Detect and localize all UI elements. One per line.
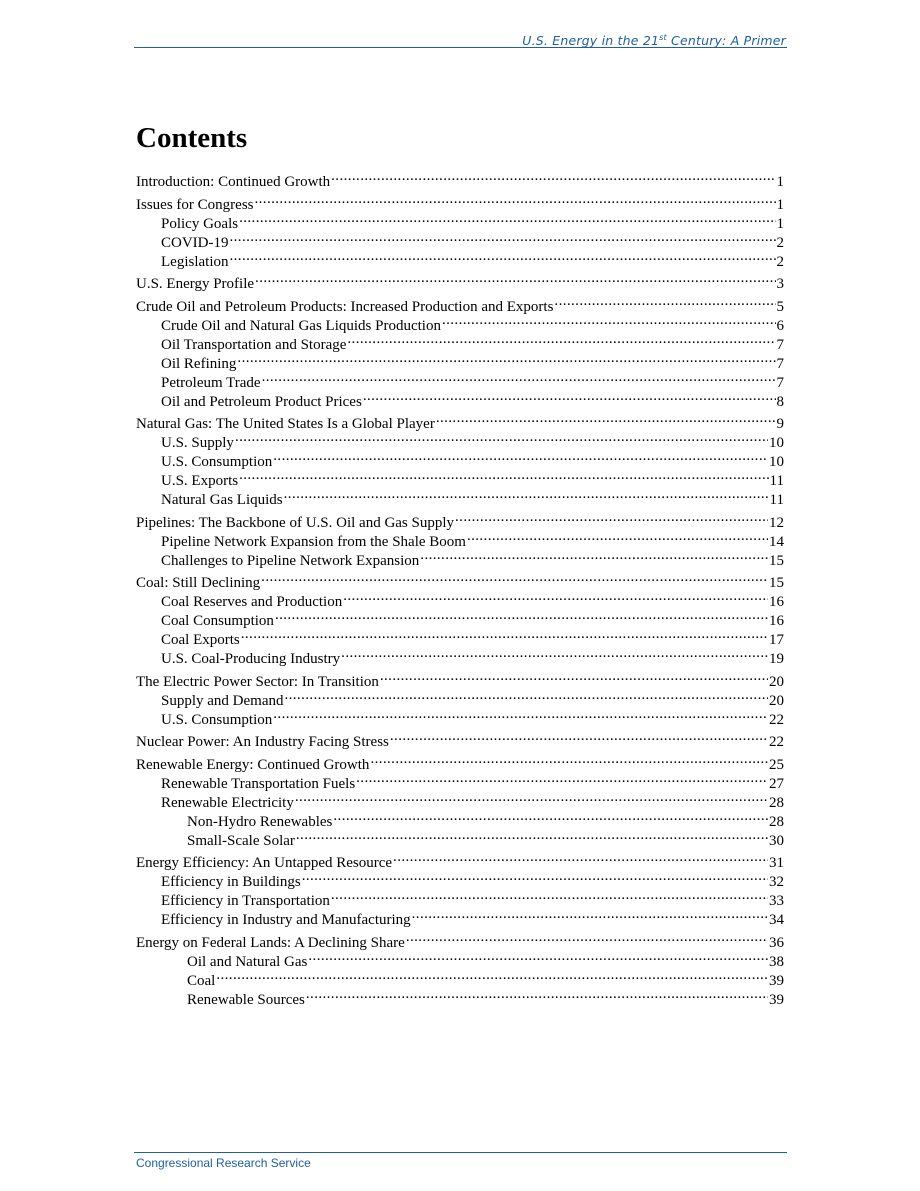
toc-entry[interactable] xyxy=(136,317,784,336)
toc-entry-page-number[interactable]: 2 xyxy=(776,253,784,270)
toc-entry[interactable] xyxy=(136,393,784,412)
toc-entry-title[interactable]: Coal Consumption xyxy=(161,613,274,629)
toc-entry-page-number[interactable]: 12 xyxy=(769,514,784,531)
toc-entry-title[interactable]: U.S. Exports xyxy=(161,473,239,489)
footer-divider xyxy=(134,1152,787,1153)
toc-entry-page-number[interactable]: 20 xyxy=(769,673,784,690)
toc-entry-title[interactable]: Crude Oil and Natural Gas Liquids Production xyxy=(161,317,441,334)
toc-entry[interactable] xyxy=(136,733,784,752)
toc-entry-page-number[interactable]: 7 xyxy=(776,355,784,372)
toc-entry-page-number[interactable]: 10 xyxy=(769,454,784,470)
toc-dot-leader xyxy=(275,613,768,625)
toc-dot-leader xyxy=(295,795,768,807)
toc-dot-leader xyxy=(241,632,768,644)
toc-entry[interactable] xyxy=(136,775,784,794)
toc-entry-title[interactable]: Coal xyxy=(187,972,216,989)
toc-entry[interactable] xyxy=(136,434,784,453)
toc-dot-leader xyxy=(436,416,776,428)
toc-entry-title[interactable]: Pipeline Network Expansion from the Shale Boom xyxy=(161,533,466,550)
toc-entry-page-number[interactable]: 2 xyxy=(776,234,784,251)
toc-entry-title[interactable]: Oil Transportation and Storage xyxy=(161,336,347,353)
toc-dot-leader xyxy=(341,651,768,663)
toc-entry-page-number[interactable]: 27 xyxy=(769,775,784,792)
toc-entry-title[interactable]: Renewable Electricity xyxy=(161,794,294,811)
toc-entry-title[interactable]: Energy Efficiency: An Untapped Resource xyxy=(136,855,393,871)
toc-entry-page-number[interactable]: 33 xyxy=(769,893,784,909)
toc-entry-title[interactable]: U.S. Consumption xyxy=(161,711,273,728)
toc-entry-page-number[interactable]: 11 xyxy=(769,492,784,508)
toc-entry-page-number[interactable]: 28 xyxy=(769,813,784,830)
toc-entry[interactable] xyxy=(136,991,784,1010)
toc-entry-page-number[interactable]: 11 xyxy=(769,473,784,489)
toc-entry[interactable] xyxy=(136,934,784,953)
toc-entry-page-number[interactable]: 9 xyxy=(776,416,784,432)
toc-entry-page-number[interactable]: 31 xyxy=(769,855,784,871)
toc-dot-leader xyxy=(239,216,775,228)
toc-dot-leader xyxy=(331,174,775,186)
toc-entry-page-number[interactable]: 14 xyxy=(769,533,784,550)
toc-dot-leader xyxy=(262,375,776,387)
toc-entry-title[interactable]: Challenges to Pipeline Network Expansion xyxy=(161,552,420,569)
toc-entry-page-number[interactable]: 16 xyxy=(769,594,784,610)
toc-entry-title[interactable]: Renewable Transportation Fuels xyxy=(161,775,356,792)
toc-entry-page-number[interactable]: 16 xyxy=(769,613,784,629)
toc-entry-page-number[interactable]: 39 xyxy=(769,972,784,989)
toc-entry[interactable] xyxy=(136,253,784,272)
toc-dot-leader xyxy=(302,874,768,886)
toc-entry-page-number[interactable]: 1 xyxy=(776,174,784,190)
toc-entry-title[interactable]: U.S. Coal-Producing Industry xyxy=(161,651,341,667)
toc-entry[interactable] xyxy=(136,612,784,631)
footer-text: Congressional Research Service xyxy=(136,1156,311,1170)
toc-dot-leader xyxy=(255,276,775,288)
toc-dot-leader xyxy=(370,757,768,769)
toc-dot-leader xyxy=(306,992,768,1004)
toc-entry-page-number[interactable]: 10 xyxy=(769,435,784,451)
toc-dot-leader xyxy=(273,454,768,466)
running-header xyxy=(522,33,786,48)
toc-entry-page-number[interactable]: 38 xyxy=(769,953,784,970)
toc-entry[interactable] xyxy=(136,711,784,730)
toc-entry-title[interactable]: Supply and Demand xyxy=(161,692,284,709)
toc-dot-leader xyxy=(255,197,776,209)
toc-dot-leader xyxy=(284,492,769,504)
toc-dot-leader xyxy=(390,734,768,746)
header-title-suffix: Century: A Primer xyxy=(666,33,786,48)
toc-entry[interactable] xyxy=(136,173,784,192)
toc-entry[interactable] xyxy=(136,953,784,972)
toc-entry-page-number[interactable]: 28 xyxy=(769,794,784,811)
toc-entry[interactable] xyxy=(136,374,784,393)
toc-entry-page-number[interactable]: 8 xyxy=(776,393,784,410)
toc-entry-title[interactable]: U.S. Consumption xyxy=(161,454,273,470)
toc-entry-title[interactable]: COVID-19 xyxy=(161,234,229,251)
toc-entry[interactable] xyxy=(136,631,784,650)
toc-dot-leader xyxy=(331,893,768,905)
toc-entry-page-number[interactable]: 7 xyxy=(776,336,784,353)
toc-entry-title[interactable]: Pipelines: The Backbone of U.S. Oil and Gas Supply xyxy=(136,514,455,531)
toc-dot-leader xyxy=(261,575,768,587)
toc-entry-page-number[interactable]: 17 xyxy=(769,632,784,648)
toc-entry-title[interactable]: Introduction: Continued Growth xyxy=(136,174,331,190)
toc-entry-page-number[interactable]: 3 xyxy=(776,276,784,292)
toc-dot-leader xyxy=(230,235,776,247)
toc-entry-title[interactable]: Coal: Still Declining xyxy=(136,575,261,591)
toc-entry-title[interactable]: Efficiency in Transportation xyxy=(161,893,330,909)
toc-entry-title[interactable]: Issues for Congress xyxy=(136,196,254,213)
toc-entry-title[interactable]: Oil Refining xyxy=(161,355,237,372)
toc-entry-page-number[interactable]: 1 xyxy=(776,196,784,213)
toc-dot-leader xyxy=(284,693,768,705)
toc-dot-leader xyxy=(239,473,768,485)
toc-entry[interactable] xyxy=(136,972,784,991)
toc-entry-page-number[interactable]: 22 xyxy=(769,711,784,728)
toc-dot-leader xyxy=(235,435,768,447)
toc-entry[interactable] xyxy=(136,911,784,930)
toc-dot-leader xyxy=(455,515,768,527)
toc-entry-title[interactable]: U.S. Supply xyxy=(161,435,234,451)
toc-entry-title[interactable]: Crude Oil and Petroleum Products: Increased Production and Exports xyxy=(136,298,554,315)
toc-entry-page-number[interactable]: 25 xyxy=(769,756,784,773)
header-divider xyxy=(134,47,787,48)
toc-dot-leader xyxy=(356,776,768,788)
toc-entry[interactable] xyxy=(136,832,784,851)
toc-entry[interactable] xyxy=(136,813,784,832)
toc-dot-leader xyxy=(420,553,768,565)
toc-dot-leader xyxy=(296,833,768,845)
toc-dot-leader xyxy=(230,254,776,266)
toc-dot-leader xyxy=(554,299,775,311)
toc-entry-title[interactable]: U.S. Energy Profile xyxy=(136,276,255,292)
toc-entry-title[interactable]: Oil and Petroleum Product Prices xyxy=(161,393,362,410)
toc-dot-leader xyxy=(273,712,768,724)
toc-entry-title[interactable]: Natural Gas: The United States Is a Global Player xyxy=(136,416,435,432)
toc-entry-page-number[interactable]: 6 xyxy=(776,317,784,334)
toc-entry-title[interactable]: Petroleum Trade xyxy=(161,374,261,391)
toc-dot-leader xyxy=(333,814,768,826)
toc-entry[interactable] xyxy=(136,650,784,669)
toc-entry-page-number[interactable]: 20 xyxy=(769,692,784,709)
toc-entry[interactable] xyxy=(136,215,784,234)
toc-dot-leader xyxy=(343,594,768,606)
toc-entry-title[interactable]: Nuclear Power: An Industry Facing Stress xyxy=(136,734,389,750)
toc-entry-title[interactable]: The Electric Power Sector: In Transition xyxy=(136,673,379,690)
toc-entry[interactable] xyxy=(136,336,784,355)
toc-entry[interactable] xyxy=(136,692,784,711)
toc-dot-leader xyxy=(237,356,775,368)
toc-dot-leader xyxy=(308,954,768,966)
toc-entry[interactable] xyxy=(136,355,784,374)
toc-entry-title[interactable]: Small-Scale Solar xyxy=(187,832,295,849)
toc-dot-leader xyxy=(467,534,768,546)
toc-entry[interactable] xyxy=(136,574,784,593)
toc-dot-leader xyxy=(393,855,768,867)
toc-dot-leader xyxy=(216,973,768,985)
table-of-contents xyxy=(136,173,784,1010)
toc-entry-page-number[interactable]: 30 xyxy=(769,832,784,849)
toc-dot-leader xyxy=(380,674,768,686)
toc-entry[interactable] xyxy=(136,892,784,911)
toc-entry[interactable] xyxy=(136,794,784,813)
toc-entry[interactable] xyxy=(136,533,784,552)
toc-entry-title[interactable]: Non-Hydro Renewables xyxy=(187,813,333,830)
toc-entry-title[interactable]: Legislation xyxy=(161,253,229,270)
toc-entry[interactable] xyxy=(136,196,784,215)
toc-entry[interactable] xyxy=(136,472,784,491)
toc-entry[interactable] xyxy=(136,756,784,775)
toc-entry-page-number[interactable]: 22 xyxy=(769,734,784,750)
toc-entry-page-number[interactable]: 32 xyxy=(769,874,784,890)
toc-entry-page-number[interactable]: 5 xyxy=(776,298,784,315)
toc-entry-title[interactable]: Renewable Sources xyxy=(187,991,305,1008)
toc-entry[interactable] xyxy=(136,873,784,892)
toc-entry-page-number[interactable]: 19 xyxy=(769,651,784,667)
toc-entry-page-number[interactable]: 7 xyxy=(776,374,784,391)
toc-entry-page-number[interactable]: 15 xyxy=(769,552,784,569)
toc-entry-title[interactable]: Efficiency in Industry and Manufacturing xyxy=(161,912,411,928)
toc-entry[interactable] xyxy=(136,673,784,692)
toc-entry[interactable] xyxy=(136,491,784,510)
toc-entry-title[interactable]: Coal Exports xyxy=(161,632,240,648)
toc-entry[interactable] xyxy=(136,552,784,571)
toc-entry-title[interactable]: Efficiency in Buildings xyxy=(161,874,301,890)
toc-entry-title[interactable]: Policy Goals xyxy=(161,215,239,232)
toc-dot-leader xyxy=(363,394,776,406)
toc-dot-leader xyxy=(412,912,768,924)
toc-entry[interactable] xyxy=(136,298,784,317)
toc-entry[interactable] xyxy=(136,514,784,533)
toc-entry-page-number[interactable]: 39 xyxy=(769,991,784,1008)
toc-entry[interactable] xyxy=(136,415,784,434)
page-title: Contents xyxy=(136,122,248,154)
header-title-superscript: st xyxy=(659,33,667,42)
header-title-prefix: U.S. Energy in the 21 xyxy=(522,33,660,48)
toc-dot-leader xyxy=(406,935,768,947)
toc-entry[interactable] xyxy=(136,854,784,873)
toc-entry-page-number[interactable]: 34 xyxy=(769,912,784,928)
toc-entry[interactable] xyxy=(136,275,784,294)
toc-entry-page-number[interactable]: 36 xyxy=(769,934,784,951)
toc-entry-title[interactable]: Renewable Energy: Continued Growth xyxy=(136,756,370,773)
toc-entry-page-number[interactable]: 1 xyxy=(776,215,784,232)
toc-entry-title[interactable]: Oil and Natural Gas xyxy=(187,953,308,970)
toc-entry-title[interactable]: Coal Reserves and Production xyxy=(161,594,343,610)
toc-entry[interactable] xyxy=(136,593,784,612)
toc-entry[interactable] xyxy=(136,453,784,472)
toc-entry-title[interactable]: Energy on Federal Lands: A Declining Share xyxy=(136,934,405,951)
toc-entry-title[interactable]: Natural Gas Liquids xyxy=(161,492,283,508)
toc-entry[interactable] xyxy=(136,234,784,253)
toc-entry-page-number[interactable]: 15 xyxy=(769,575,784,591)
toc-dot-leader xyxy=(347,337,775,349)
toc-dot-leader xyxy=(442,318,776,330)
